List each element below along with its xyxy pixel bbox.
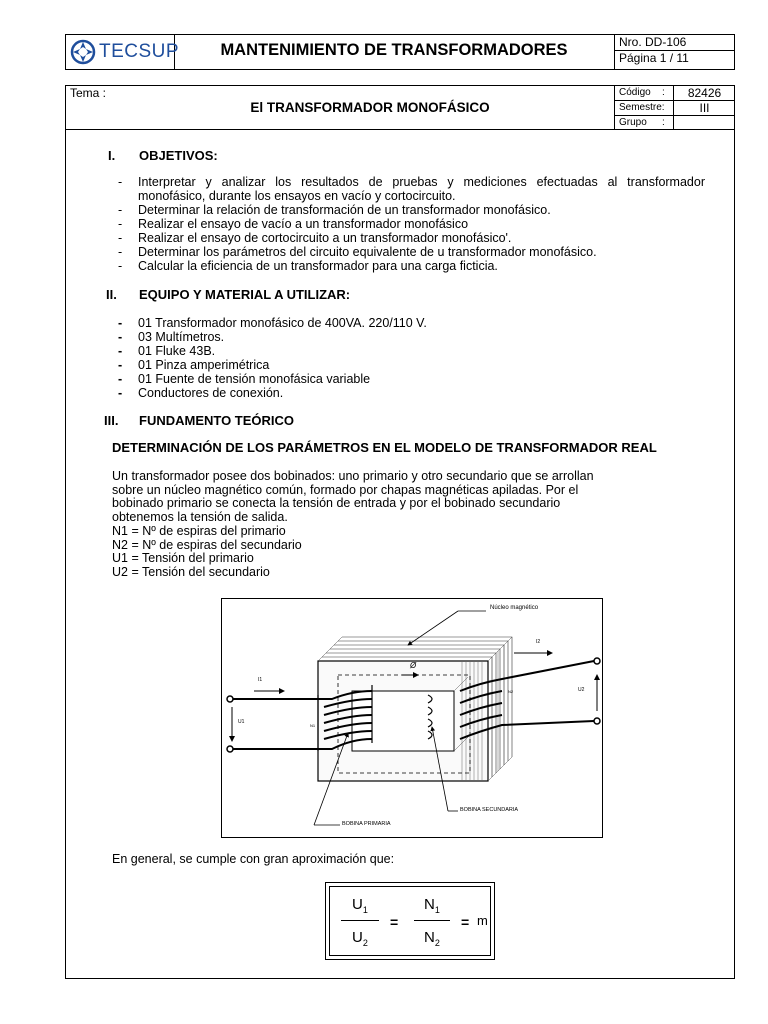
section-1-number: I. [108,148,116,163]
list-item: - 01 Fuente de tensión monofásica variable [118,372,371,386]
definition-item: N1 = Nº de espiras del primario [112,524,286,538]
codigo-label: Código [619,87,651,98]
label-u1: U1 [238,719,245,725]
codigo-colon: : [662,87,665,98]
label-i2: I2 [536,639,541,645]
meta-divider-v1 [614,85,615,130]
general-text: En general, se cumple con gran aproximación que: [112,852,395,866]
label-nucleo: Núcleo magnético [490,605,539,611]
tema-label: Tema : [70,86,107,100]
list-item: - 01 Pinza amperimétrica [118,358,270,372]
document-title: MANTENIMIENTO DE TRANSFORMADORES [220,41,568,59]
list-item: - Conductores de conexión. [118,386,284,400]
section-2-title: EQUIPO Y MATERIAL A UTILIZAR: [139,287,351,302]
tema-title: El TRANSFORMADOR MONOFÁSICO [250,100,490,115]
list-item: - Determinar los parámetros del circuito equivalente de u transformador monofásico. [118,245,597,259]
list-item: - Determinar la relación de transformación de un transformador monofásico. [118,203,551,217]
grupo-colon: : [662,117,665,128]
list-item: - Realizar el ensayo de cortocircuito a un transformador monofásico'. [118,231,512,245]
formula-fraction-line-2 [414,920,450,921]
list-item: - 03 Multímetros. [118,330,225,344]
codigo-value: 82426 [687,86,722,100]
list-item: - Realizar el ensayo de vacío a un transformador monofásico [118,217,469,231]
definition-item: N2 = Nº de espiras del secundario [112,537,302,552]
objectives-list [113,175,705,273]
company-logo [70,38,179,66]
transformer-drawing [222,599,602,837]
formula-n2: $N_2$ [424,929,440,948]
document-number: Nro. DD-106 [619,35,687,49]
label-bobina-primaria: BOBINA PRIMARIA [342,821,391,827]
equipment-list [113,316,673,400]
semestre-label: Semestre: [619,102,665,113]
formula-n1: $N_1$ [424,896,440,915]
formula-u1: $U_1$ [352,896,368,915]
tecsup-logo-icon [70,39,96,65]
transformer-diagram [221,598,603,838]
section-1-title: OBJETIVOS: [139,148,218,163]
grupo-label: Grupo [619,117,647,128]
definition-item: U2 = Tensión del secundario [112,564,270,579]
formula-fraction-line-1 [341,920,379,921]
meta-divider-h2 [614,115,735,116]
theory-paragraph: Un transformador posee dos bobinados: uno primario y otro secundario que se arrollan sobre un núcleo magnético común, formado por chapas magnéticas apiladas. Por el bobinado primario se conecta la tensión de entrada y por el bobinado secundario obtenemos la tensión de salida. [112,469,594,524]
list-item: - 01 Transformador monofásico de 400VA. 220/110 V. [118,316,427,330]
semestre-value: III [699,101,710,115]
definition-item: U1 = Tensión del primario [112,551,254,566]
logo-text: TECSUP [99,41,180,62]
definitions-list [112,525,302,579]
section-3-number: III. [104,413,119,428]
list-item: - 01 Fluke 43B. [118,344,216,358]
formula-m: m [477,913,488,928]
section-3-title: FUNDAMENTO TEÓRICO [139,413,295,428]
section-subtitle: DETERMINACIÓN DE LOS PARÁMETROS EN EL MODELO DE TRANSFORMADOR REAL [112,440,657,455]
label-flux: Ø [410,661,417,670]
formula-equals-1: = [390,914,399,930]
formula-equals-2: = [461,914,470,930]
label-bobina-secundaria: BOBINA SECUNDARIA [460,807,519,813]
label-i1: I1 [258,677,263,683]
formula-u2: $U_2$ [352,929,368,948]
header-divider-2 [614,34,615,70]
label-n1: N1 [310,723,316,728]
page-number: Página 1 / 11 [619,51,689,65]
label-n2: N2 [508,689,514,694]
label-u2: U2 [578,687,585,693]
list-item: - Interpretar y analizar los resultados de pruebas y mediciones efectuadas al transformador monofásico, durante los ensayos en vacío y cortocircuito. [118,175,705,203]
list-item: - Calcular la eficiencia de un transformador para una carga ficticia. [118,259,498,273]
section-2-number: II. [106,287,117,302]
